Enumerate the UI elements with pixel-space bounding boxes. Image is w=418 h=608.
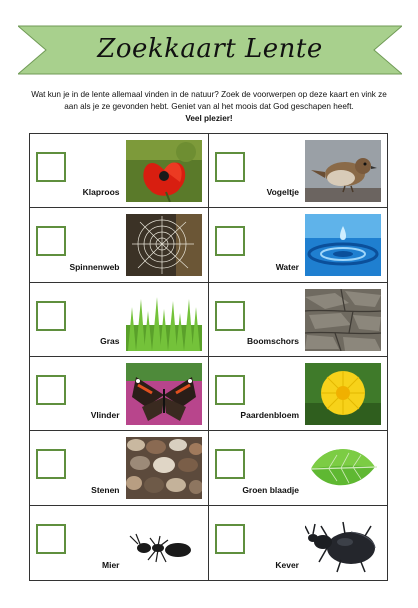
- item-checkbox[interactable]: [36, 301, 66, 331]
- poppy-icon: [126, 140, 202, 202]
- item-label: Klaproos: [82, 187, 120, 198]
- item-checkbox[interactable]: [215, 375, 245, 405]
- item-cell: [30, 283, 209, 357]
- spiderweb-icon: [126, 214, 202, 276]
- water-drop-icon: [305, 214, 381, 276]
- item-cell: [30, 208, 209, 282]
- item-cell: [30, 357, 209, 431]
- item-label: Paardenbloem: [240, 410, 299, 421]
- item-checkbox[interactable]: [36, 449, 66, 479]
- tree-bark-icon: [305, 289, 381, 351]
- dandelion-icon: [305, 363, 381, 425]
- intro-text: Wat kun je in de lente allemaal vinden in de natuur? Zoek de voorwerpen op deze kaart en vink ze aan als je ze gevonden hebt. Geniet van al het moois dat God geschapen heeft.: [31, 90, 387, 112]
- item-cell: [209, 431, 388, 505]
- item-label: Stenen: [91, 484, 120, 495]
- item-label: Groen blaadje: [242, 484, 299, 495]
- item-cell: [30, 506, 209, 580]
- item-label: Vogeltje: [266, 187, 299, 198]
- intro-text-block: [28, 89, 390, 126]
- item-checkbox[interactable]: [215, 226, 245, 256]
- item-label: Mier: [102, 560, 120, 570]
- item-checkbox[interactable]: [36, 152, 66, 182]
- item-cell: [209, 208, 388, 282]
- grass-icon: [126, 289, 202, 351]
- intro-closing: Veel plezier!: [185, 114, 233, 124]
- item-cell: [209, 506, 388, 580]
- item-checkbox[interactable]: [215, 301, 245, 331]
- stones-icon: [126, 437, 202, 499]
- item-label: Vlinder: [90, 410, 120, 421]
- item-label: Spinnenweb: [69, 261, 120, 272]
- item-label: Water: [275, 261, 299, 272]
- item-label: Gras: [100, 336, 120, 346]
- item-checkbox[interactable]: [215, 152, 245, 182]
- item-checkbox[interactable]: [36, 226, 66, 256]
- ant-icon: [126, 512, 202, 574]
- item-checkbox[interactable]: [215, 449, 245, 479]
- item-checkbox[interactable]: [36, 524, 66, 554]
- item-checkbox[interactable]: [215, 524, 245, 554]
- item-cell: [30, 134, 209, 208]
- item-cell: [30, 431, 209, 505]
- item-label: Boomschors: [247, 336, 299, 346]
- item-label: Kever: [275, 560, 299, 570]
- butterfly-icon: [126, 363, 202, 425]
- item-cell: [209, 283, 388, 357]
- bird-icon: [305, 140, 381, 202]
- beetle-icon: [305, 512, 381, 574]
- item-grid: [29, 133, 388, 581]
- title-banner: [18, 24, 402, 78]
- page-title: Zoekkaart Lente: [97, 34, 323, 64]
- item-cell: [209, 134, 388, 208]
- leaf-icon: [305, 437, 381, 499]
- item-checkbox[interactable]: [36, 375, 66, 405]
- item-cell: [209, 357, 388, 431]
